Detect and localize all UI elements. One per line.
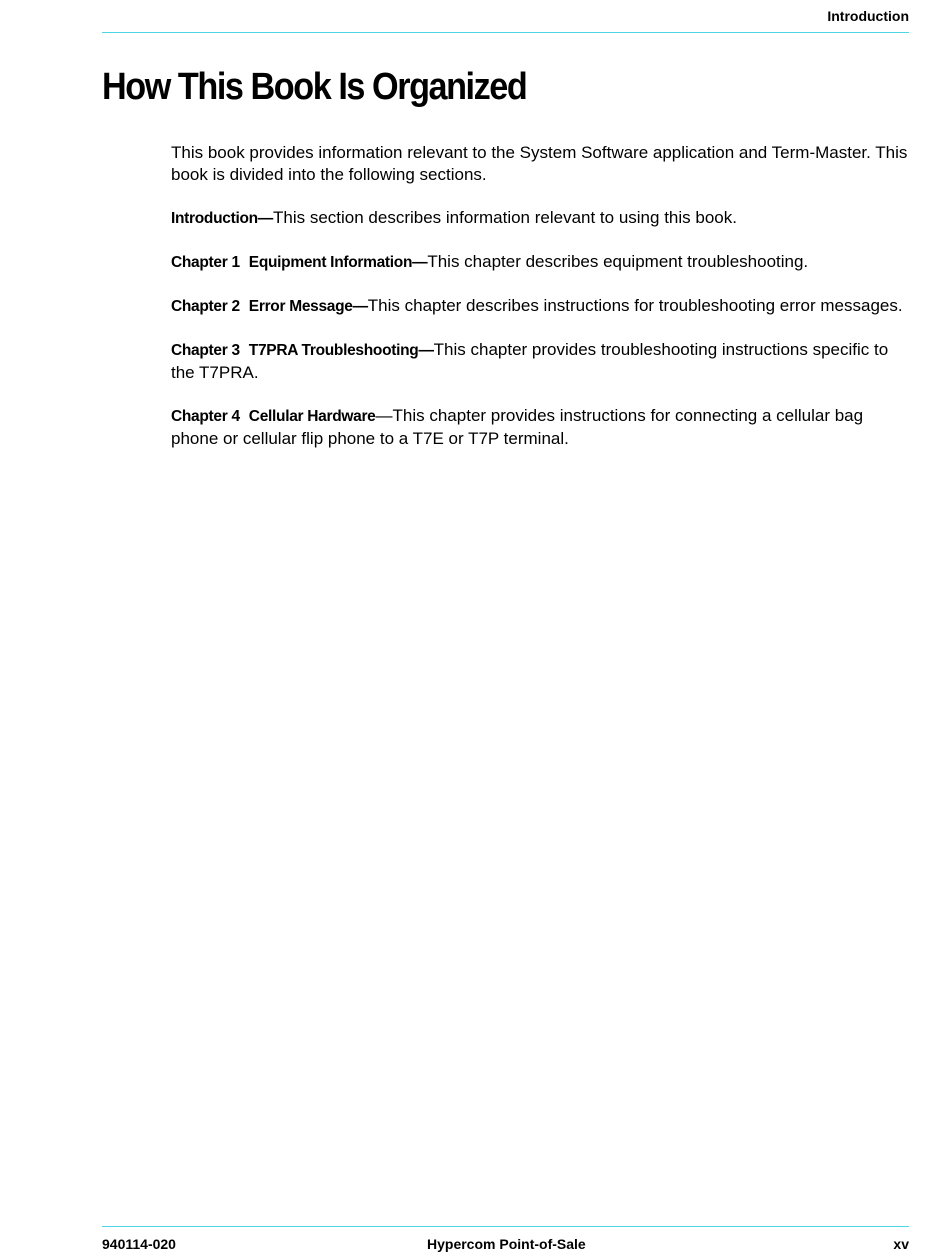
section-description: This chapter provides troubleshooting instructions specific to the T7PRA.	[171, 340, 889, 382]
chapter-label: Chapter 1	[171, 254, 240, 271]
section-term	[171, 254, 427, 271]
body-text	[171, 142, 911, 471]
footer-page-number: xv	[893, 1236, 909, 1252]
footer-doc-number: 940114-020	[102, 1236, 176, 1252]
section-entry-chapter-4	[171, 405, 911, 450]
chapter-term: T7PRA Troubleshooting—	[248, 342, 434, 359]
chapter-term: Cellular Hardware	[248, 408, 376, 425]
section-entry-chapter-2	[171, 295, 911, 318]
section-entry-chapter-1	[171, 251, 911, 274]
chapter-label: Chapter 2	[171, 298, 240, 315]
section-entry-chapter-3	[171, 339, 911, 384]
intro-paragraph: This book provides information relevant to the System Software application and Term-Master. This book is divided into the following sections.	[171, 143, 908, 184]
running-header-section: Introduction	[827, 8, 909, 24]
section-term	[171, 298, 368, 315]
section-term	[171, 408, 376, 425]
section-description: This section describes information relevant to using this book.	[273, 208, 737, 227]
section-description: This chapter describes equipment troubleshooting.	[427, 252, 809, 271]
chapter-term: Error Message—	[248, 298, 368, 315]
section-description: This chapter describes instructions for troubleshooting error messages.	[367, 296, 903, 315]
chapter-term: Equipment Information—	[248, 254, 428, 271]
page-title: How This Book Is Organized	[102, 66, 527, 108]
section-description: —This chapter provides instructions for connecting a cellular bag phone or cellular flip phone to a T7E or T7P terminal.	[171, 406, 864, 448]
running-footer	[102, 1226, 909, 1253]
chapter-label: Chapter 3	[171, 342, 240, 359]
running-header	[102, 8, 909, 33]
chapter-label: Chapter 4	[171, 408, 240, 425]
footer-book-title: Hypercom Point-of-Sale	[427, 1236, 586, 1252]
section-entry-introduction	[171, 207, 911, 230]
section-term: Introduction—	[171, 210, 273, 227]
section-term	[171, 342, 434, 359]
